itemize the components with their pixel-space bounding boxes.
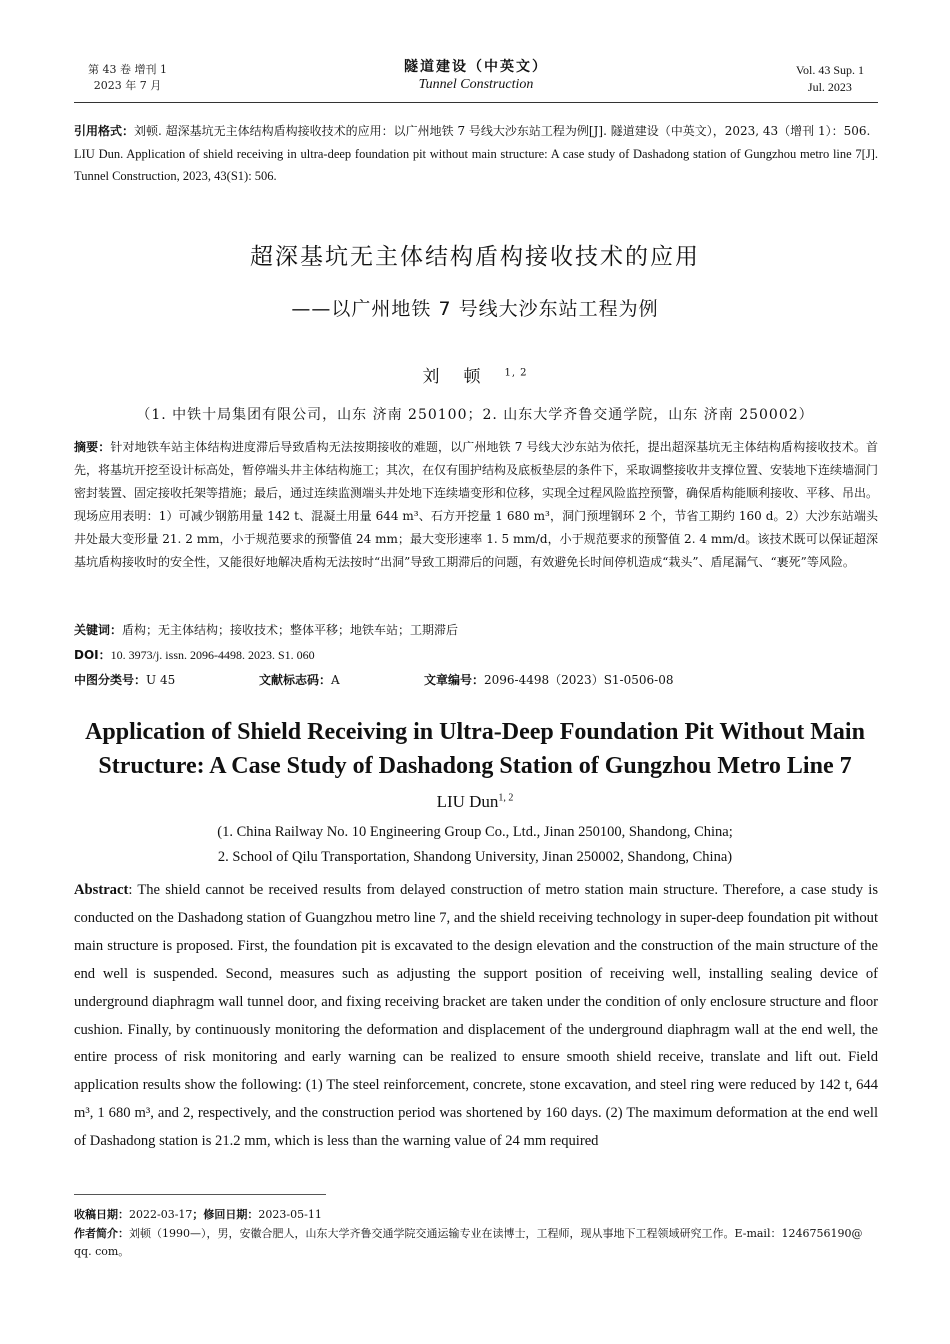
author-en-name: LIU Dun <box>436 792 499 811</box>
abstract-en <box>74 877 878 1156</box>
citation-en: LIU Dun. Application of shield receiving in ultra-deep foundation pit without main structure: A case study of Dashadong station of Gungzhou metro line 7[J]. Tunnel Construction, 2023, 43(S1): 506. <box>74 146 878 183</box>
abstract-cn-text: 针对地铁车站主体结构进度滞后导致盾构无法按期接收的难题，以广州地铁 7 号线大沙东站为依托，提出超深基坑无主体结构盾构接收技术。首先，将基坑开挖至设计标高处，暂停端头井主体结构施工；其次，在仅有围护结构及底板垫层的条件下，采取调整接收井支撑位置、安装地下连续墙洞门密封装置、固定接收托架等措施；最后，通过连续监测端头井处地下连续墙变形和位移，实现全过程风险监控预警，确保盾构能顺利接收、平移、吊出。现场应用表明：1）可减少钢筋用量 142 t、混凝土用量 644 m³、石方开挖量 1 680 m³，洞门预埋钢环 2 个，节省工期约 160 d。2）大沙东站端头井处最大变形量 21. 2 mm，小于规范要求的预警值 24 mm；最大变形速率 1. 5 mm/d，小于规范要求的预警值 2. 4 mm/d。该技术既可以保证超深基坑盾构接收时的安全性，又能很好地解决盾构无法按时“出洞”导致工期滞后的问题，有效避免长时间停机造成“栽头”、盾尾漏气、“裹死”等风险。 <box>74 440 879 569</box>
affiliation-cn: （1. 中铁十局集团有限公司，山东 济南 250100；2. 山东大学齐鲁交通学院，山东 济南 250002） <box>136 407 814 423</box>
author-cn-affil-marks: 1, 2 <box>504 367 528 379</box>
header-issue-en <box>796 62 864 96</box>
article-id <box>424 670 673 690</box>
affiliation-en-line1: (1. China Railway No. 10 Engineering Group Co., Ltd., Jinan 250100, Shandong, China; <box>217 824 733 840</box>
journal-name-en: Tunnel Construction <box>418 77 534 92</box>
header-volume-cn: 第 43 卷 增刊 1 <box>88 63 167 76</box>
revised-label: ；修回日期： <box>192 1208 259 1221</box>
header-volume-en: Vol. 43 Sup. 1 <box>795 63 864 77</box>
article-id-label: 文章编号： <box>424 673 485 687</box>
affiliation-en <box>0 820 950 870</box>
doi <box>74 645 878 665</box>
clc-label: 中图分类号： <box>74 673 147 687</box>
header-journal <box>74 58 878 94</box>
subtitle-cn: ——以广州地铁 7 号线大沙东站工程为例 <box>291 298 659 320</box>
footnote-divider <box>74 1194 326 1195</box>
title-en: Application of Shield Receiving in Ultra-Deep Foundation Pit Without Main Structure: A Case Study of Dashadong Station of Gungzhou Metro Line 7 <box>85 719 865 779</box>
received-date: 2022-03-17 <box>129 1208 193 1221</box>
title-cn: 超深基坑无主体结构盾构接收技术的应用 <box>250 244 700 270</box>
author-cn <box>0 362 950 387</box>
document-code-value: A <box>331 673 340 687</box>
article-id-value: 2096-4498（2023）S1-0506-08 <box>484 673 674 687</box>
abstract-cn <box>74 436 878 574</box>
journal-name-cn: 隧道建设（中英文） <box>404 59 548 75</box>
footnote <box>74 1206 878 1262</box>
clc-value: U 45 <box>146 673 176 687</box>
header-year-cn: 2023 年 7 月 <box>93 79 162 92</box>
citation-label: 引用格式： <box>74 124 135 138</box>
running-header <box>74 58 878 103</box>
document-code-label: 文献标志码： <box>259 673 332 687</box>
clc <box>74 670 175 690</box>
received-label: 收稿日期： <box>74 1208 129 1221</box>
abstract-en-label: Abstract <box>74 882 129 898</box>
revised-date: 2023-05-11 <box>258 1208 322 1221</box>
keywords-text: 盾构；无主体结构；接收技术；整体平移；地铁车站；工期滞后 <box>122 623 459 637</box>
keywords-cn <box>74 620 878 640</box>
citation-block <box>74 120 878 188</box>
keywords-label: 关键词： <box>74 623 123 637</box>
author-en <box>0 792 950 812</box>
bio-label: 作者简介： <box>74 1226 129 1240</box>
author-cn-name: 刘顿 <box>422 367 505 387</box>
abstract-en-text: : The shield cannot be received results from delayed construction of metro station main structure. Therefore, a case study is conducted on the Dashadong station of Guangzhou metro line 7, and the shield receiving technology in super-deep foundation pit without main structure is proposed. First, the foundation pit is excavated to the design elevation and the construction of the main structure of the end well is suspended. Second, measures such as adjusting the support position of receiving well, installing sealing device of underground diaphragm wall tunnel door, and fixing receiving bracket are taken under the condition of only enclosure structure and floor cushion. Finally, by continuously monitoring the deformation and displacement of the underground diaphragm wall at the end well, the entire process of risk monitoring and early warning can be realized to ensure smooth shield receive, translate and lift out. Field application results show the following: (1) The steel reinforcement, concrete, stone excavation, and steel ring were reduced by 142 t, 644 m³, 1 680 m³, and 2, respectively, and the construction period was shortened by 160 days. (2) The maximum deformation at the end well of Dashadong station is 21.2 mm, which is less than the warning value of 24 mm required <box>74 882 878 1150</box>
doi-label: DOI： <box>74 648 111 662</box>
doi-value: 10. 3973/j. issn. 2096-4498. 2023. S1. 060 <box>110 648 315 662</box>
abstract-cn-label: 摘要： <box>74 440 111 454</box>
author-en-affil-marks: 1, 2 <box>498 792 514 804</box>
document-code <box>259 670 340 690</box>
footnote-bio <box>74 1225 878 1262</box>
bio-text: 刘顿（1990—），男，安徽合肥人，山东大学齐鲁交通学院交通运输专业在读博士，工程师，现从事地下工程领域研究工作。E-mail：1246756190@ qq. com。 <box>74 1226 863 1258</box>
affiliation-en-line2: 2. School of Qilu Transportation, Shandong University, Jinan 250002, Shandong, China) <box>217 849 733 865</box>
footnote-dates <box>74 1206 878 1225</box>
citation-cn-text: 刘顿. 超深基坑无主体结构盾构接收技术的应用：以广州地铁 7 号线大沙东站工程为例[J]. 隧道建设（中英文），2023, 43（增刊 1）：506. <box>134 124 871 138</box>
citation-cn <box>74 120 878 143</box>
header-date-en: Jul. 2023 <box>807 80 852 94</box>
